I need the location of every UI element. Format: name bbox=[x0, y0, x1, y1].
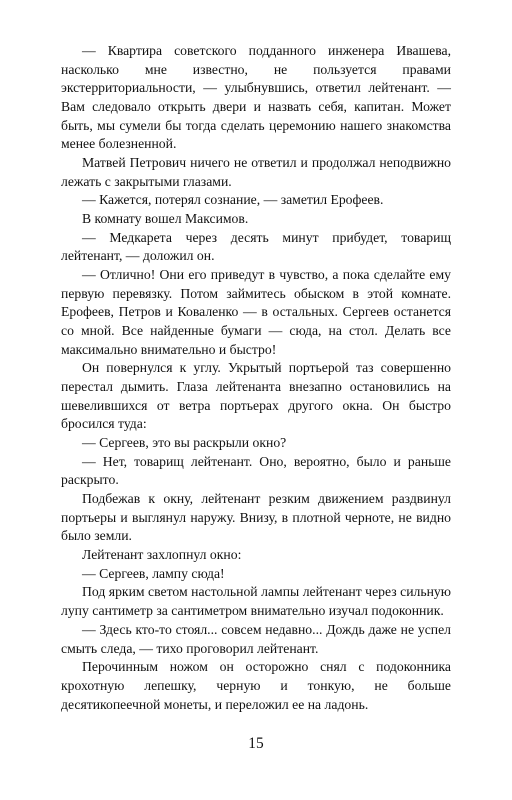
paragraph-10: Подбежав к окну, лейтенант резким движением раздвинул портьеры и выглянул наружу. Внизу, в плотной черноте, не видно было земли. bbox=[61, 491, 451, 544]
paragraph-14: — Здесь кто-то стоял... совсем недавно... Дождь даже не успел смыть следа, — тихо проговорил лейтенант. bbox=[61, 621, 451, 656]
paragraph-12: — Сергеев, лампу сюда! bbox=[82, 565, 225, 581]
paragraph-1: — Квартира советского подданного инженера Ивашева, насколько мне известно, не пользуется правами экстерриториальности, — улыбнувшись, ответил лейтенант. — Вам следовало открыть двери и назвать себя, капитан. Может быть, мы сумели бы тогда сделать церемонию нашего знакомства менее болезненной. bbox=[61, 43, 451, 152]
paragraph-13: Под ярким светом настольной лампы лейтенант через сильную лупу сантиметр за сантиметром внимательно изучал подоконник. bbox=[61, 584, 451, 619]
paragraph-3: — Кажется, потерял сознание, — заметил Ерофеев. bbox=[82, 192, 384, 208]
paragraph-2: Матвей Петрович ничего не ответил и продолжал неподвижно лежать с закрытыми глазами. bbox=[61, 155, 451, 189]
paragraph-11: Лейтенант захлопнул окно: bbox=[82, 547, 242, 563]
page-number: 15 bbox=[248, 735, 264, 752]
paragraph-7: Он повернулся к углу. Укрытый портьерой таз совершенно перестал дымить. Глаза лейтенанта внезапно остановились на шевелившихся от ветра портьерах другого окна. Он быстро бросился туда: bbox=[61, 360, 451, 432]
paragraph-4: В комнату вошел Максимов. bbox=[82, 211, 249, 227]
paragraph-6: — Отлично! Они его приведут в чувство, а пока сделайте ему первую перевязку. Потом займитесь обыском в этой комнате. Ерофеев, Петров и Коваленко — в остальных. Сергеев останется со мной. Все найденные бумаги — сюда, на стол. Делать все максимально внимательно и быстро! bbox=[61, 267, 451, 357]
paragraph-5: — Медкарета через десять минут прибудет, товарищ лейтенант, — доложил он. bbox=[61, 229, 451, 264]
paragraph-15: Перочинным ножом он осторожно снял с подоконника крохотную лепешку, черную и тонкую, не больше десятикопеечной монеты, и переложил ее на ладонь. bbox=[61, 659, 451, 712]
page-body-text bbox=[61, 42, 451, 714]
paragraph-8: — Сергеев, это вы раскрыли окно? bbox=[82, 435, 287, 451]
paragraph-9: — Нет, товарищ лейтенант. Оно, вероятно, было и раньше раскрыто. bbox=[61, 453, 451, 488]
